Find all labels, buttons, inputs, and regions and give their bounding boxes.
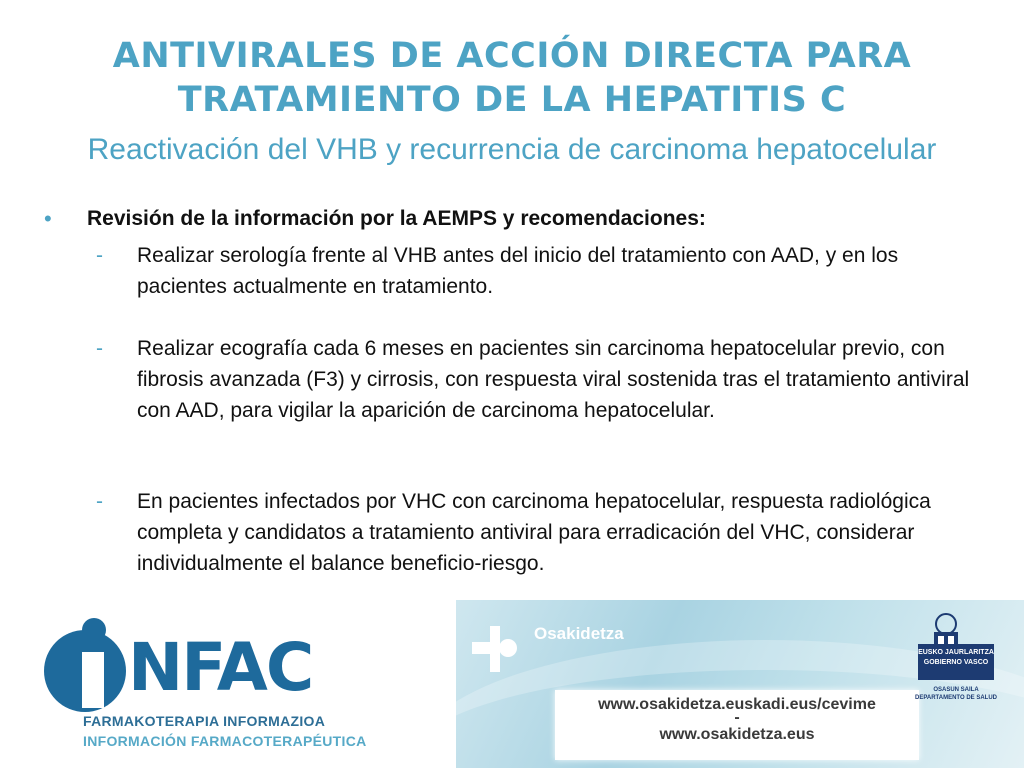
list-item-text: En pacientes infectados por VHC con carcinoma hepatocelular, respuesta radiológica completa y candidatos a tratamiento antiviral para erradicación del VHC, considerar individualmente el balance beneficio-riesgo. [137,490,931,575]
url-box [555,690,919,760]
title-main [0,34,1024,122]
bullet-marker: • [44,206,52,231]
departamento-salud-label [914,686,998,702]
dash-marker: - [96,490,103,513]
gov-line-3: OSASUN SAILA [933,687,979,693]
title-line-2: TRATAMIENTO DE LA HEPATITIS C [177,80,847,120]
gobierno-vasco-label [918,644,994,680]
gov-line-1: EUSKO JAURLARITZA [918,649,994,656]
url-cevime-link[interactable]: www.osakidetza.euskadi.eus/cevime [598,696,876,713]
url-osakidetza-link[interactable]: www.osakidetza.eus [659,726,815,743]
list-item-text: Realizar ecografía cada 6 meses en pacientes sin carcinoma hepatocelular previo, con fibrosis avanzada (F3) y cirrosis, con respuesta viral sostenida tras el tratamiento antiviral con AAD, para vigilar la aparición de carcinoma hepatocelular. [137,337,970,422]
title-line-1: ANTIVIRALES DE ACCIÓN DIRECTA PARA [112,36,912,76]
infac-logo-word: NFAC [128,629,313,706]
slide-subtitle: Reactivación del VHB y recurrencia de carcinoma hepatocelular [87,133,937,166]
url-separator: - [734,709,740,726]
infac-tagline-spanish: INFORMACIÓN FARMACOTERAPÉUTICA [83,733,367,749]
infac-logo-i-stem [82,652,104,708]
gov-line-2: GOBIERNO VASCO [923,659,989,666]
osakidetza-name: Osakidetza [534,624,624,643]
bullet-text: Revisión de la información por la AEMPS y recomendaciones: [87,207,706,230]
dash-marker: - [96,337,103,360]
list-item-text: Realizar serología frente al VHB antes del inicio del tratamiento con AAD, y en los pacientes actualmente en tratamiento. [137,244,899,298]
dash-marker: - [96,244,103,267]
osakidetza-cross-icon [472,626,522,676]
gov-line-4: DEPARTAMENTO DE SALUD [914,695,997,701]
osakidetza-banner [456,600,1024,768]
infac-logo-i-dot [82,618,106,642]
infac-tagline-basque: FARMAKOTERAPIA INFORMAZIOA [83,713,326,729]
